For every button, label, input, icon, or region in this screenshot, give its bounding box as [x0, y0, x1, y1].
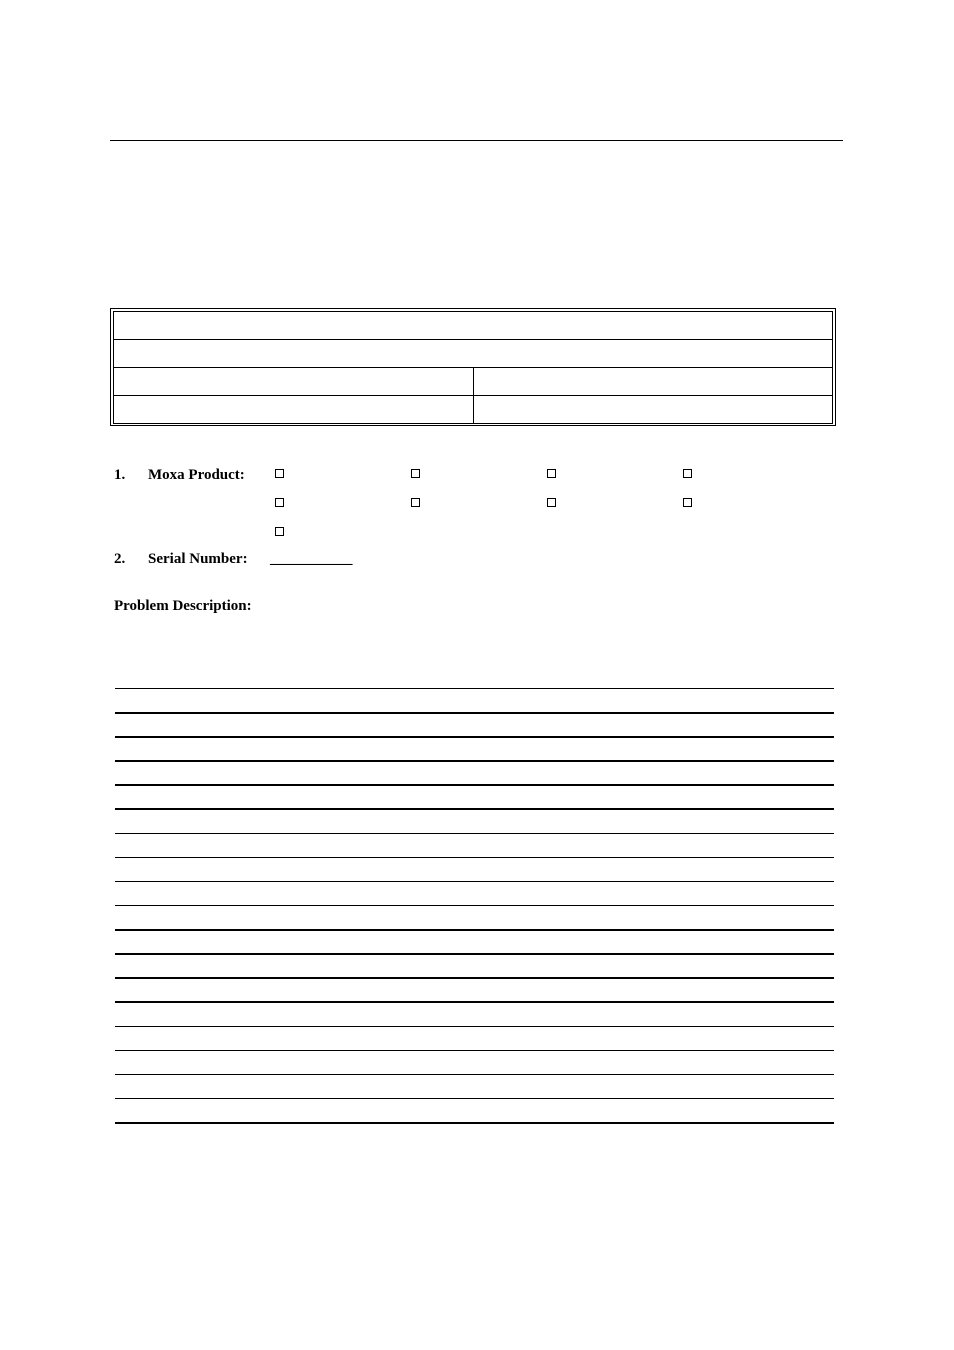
writing-line-2[interactable]	[115, 712, 834, 714]
product-label: Moxa Product:	[148, 467, 245, 483]
product-number: 1.	[114, 467, 126, 483]
writing-line-17[interactable]	[115, 1074, 834, 1075]
writing-line-12[interactable]	[115, 953, 834, 955]
product-checkbox-3[interactable]	[547, 469, 556, 478]
product-checkbox-4[interactable]	[683, 469, 692, 478]
product-checkbox-8[interactable]	[683, 498, 692, 507]
writing-line-13[interactable]	[115, 977, 834, 979]
product-checkbox-1[interactable]	[275, 469, 284, 478]
info-row-3-left[interactable]	[114, 368, 474, 396]
writing-line-9[interactable]	[115, 881, 834, 882]
problem-description-label: Problem Description:	[114, 598, 252, 614]
writing-line-1[interactable]	[115, 688, 834, 689]
writing-line-19[interactable]	[115, 1122, 834, 1124]
info-row-4-right[interactable]	[473, 396, 833, 424]
writing-line-10[interactable]	[115, 905, 834, 906]
serial-number-index: 2.	[114, 551, 126, 567]
writing-line-4[interactable]	[115, 760, 834, 762]
writing-line-15[interactable]	[115, 1026, 834, 1027]
writing-line-6[interactable]	[115, 808, 834, 810]
info-row-3-right[interactable]	[473, 368, 833, 396]
writing-line-16[interactable]	[115, 1050, 834, 1051]
serial-number-label: Serial Number:	[148, 551, 248, 567]
product-checkbox-7[interactable]	[547, 498, 556, 507]
writing-line-11[interactable]	[115, 929, 834, 931]
writing-line-3[interactable]	[115, 736, 834, 738]
product-checkbox-2[interactable]	[411, 469, 420, 478]
contact-info-table	[110, 308, 836, 426]
product-checkbox-9[interactable]	[275, 527, 284, 536]
writing-line-18[interactable]	[115, 1098, 834, 1099]
product-checkbox-6[interactable]	[411, 498, 420, 507]
product-checkbox-5[interactable]	[275, 498, 284, 507]
info-row-4-left[interactable]	[114, 396, 474, 424]
writing-line-5[interactable]	[115, 784, 834, 786]
info-row-1[interactable]	[114, 312, 833, 340]
writing-line-14[interactable]	[115, 1001, 834, 1003]
info-row-2[interactable]	[114, 340, 833, 368]
serial-number-field[interactable]: ___________	[270, 551, 353, 567]
header-rule	[110, 140, 843, 141]
writing-line-8[interactable]	[115, 857, 834, 858]
writing-line-7[interactable]	[115, 833, 834, 834]
